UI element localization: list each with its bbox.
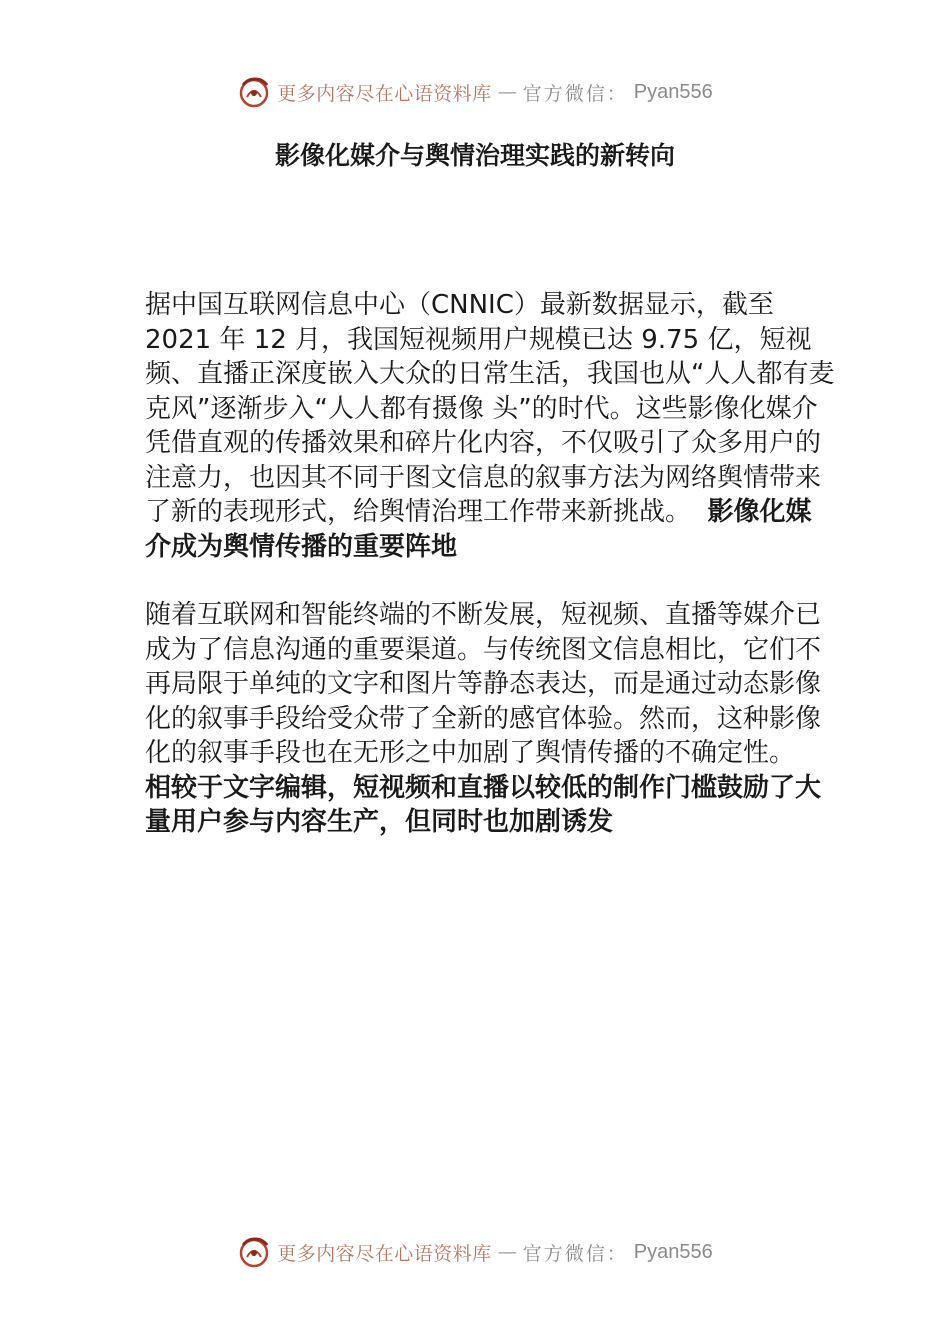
watermark-dash: — [497,81,517,103]
paragraph-spacer [145,564,835,598]
watermark-site-text: 更多内容尽在心语资料库 [277,82,492,105]
logo-icon [237,75,271,109]
watermark-site-text: 更多内容尽在心语资料库 [277,1242,492,1265]
document-title: 影像化媒介与舆情治理实践的新转向 [274,141,675,170]
body-paragraph-2: 随着互联网和智能终端的不断发展，短视频、直播等媒介已成为了信息沟通的重要渠道。与传统图文信息相比，它们不再局限于单纯的文字和图片等静态表达，而是通过动态影像化的叙事手段给受众带了全新的感官体验。然而，这种影像化的叙事手段也在无形之中加剧了舆情传播的不确定性。 [145,600,822,768]
watermark-wechat-label: 官方微信： [522,1242,628,1265]
header-watermark [0,72,950,112]
paragraph-1-text: 据中国互联网信息中心（CNNIC）最新数据显示，截至 2021 年 12 月，我国短视频用户规模已达 9.75 亿，短视频、直播正深度嵌入大众的日常生活，我国也从“人人都有麦克风”逐渐步入“人人都有摄像 头”的时代。这些影像化媒介凭借直观的传播效果和碎片化内容，不仅吸引了众多用户的注意力，也因其不同于图文信息的叙事方法为网络舆情带来 了新的表现形式，给舆情治理工作带来新挑战。 [145,290,835,527]
watermark-wechat-label: 官方微信： [522,82,628,105]
watermark-dash: — [497,1241,517,1263]
section-heading-1: 影像化媒介成为舆情传播的重要阵地 [145,497,812,562]
body-paragraph-3: 相较于文字编辑，短视频和直播以较低的制作门槛鼓励了大量用户参与内容生产，但同时也加剧诱发 [145,772,822,837]
footer-watermark [0,1232,950,1272]
watermark-wechat-id: Pyan556 [633,1240,713,1263]
body-paragraph-1 [145,288,835,564]
logo-icon [237,1235,271,1269]
document-body [145,288,835,840]
watermark-wechat-id: Pyan556 [633,80,713,103]
